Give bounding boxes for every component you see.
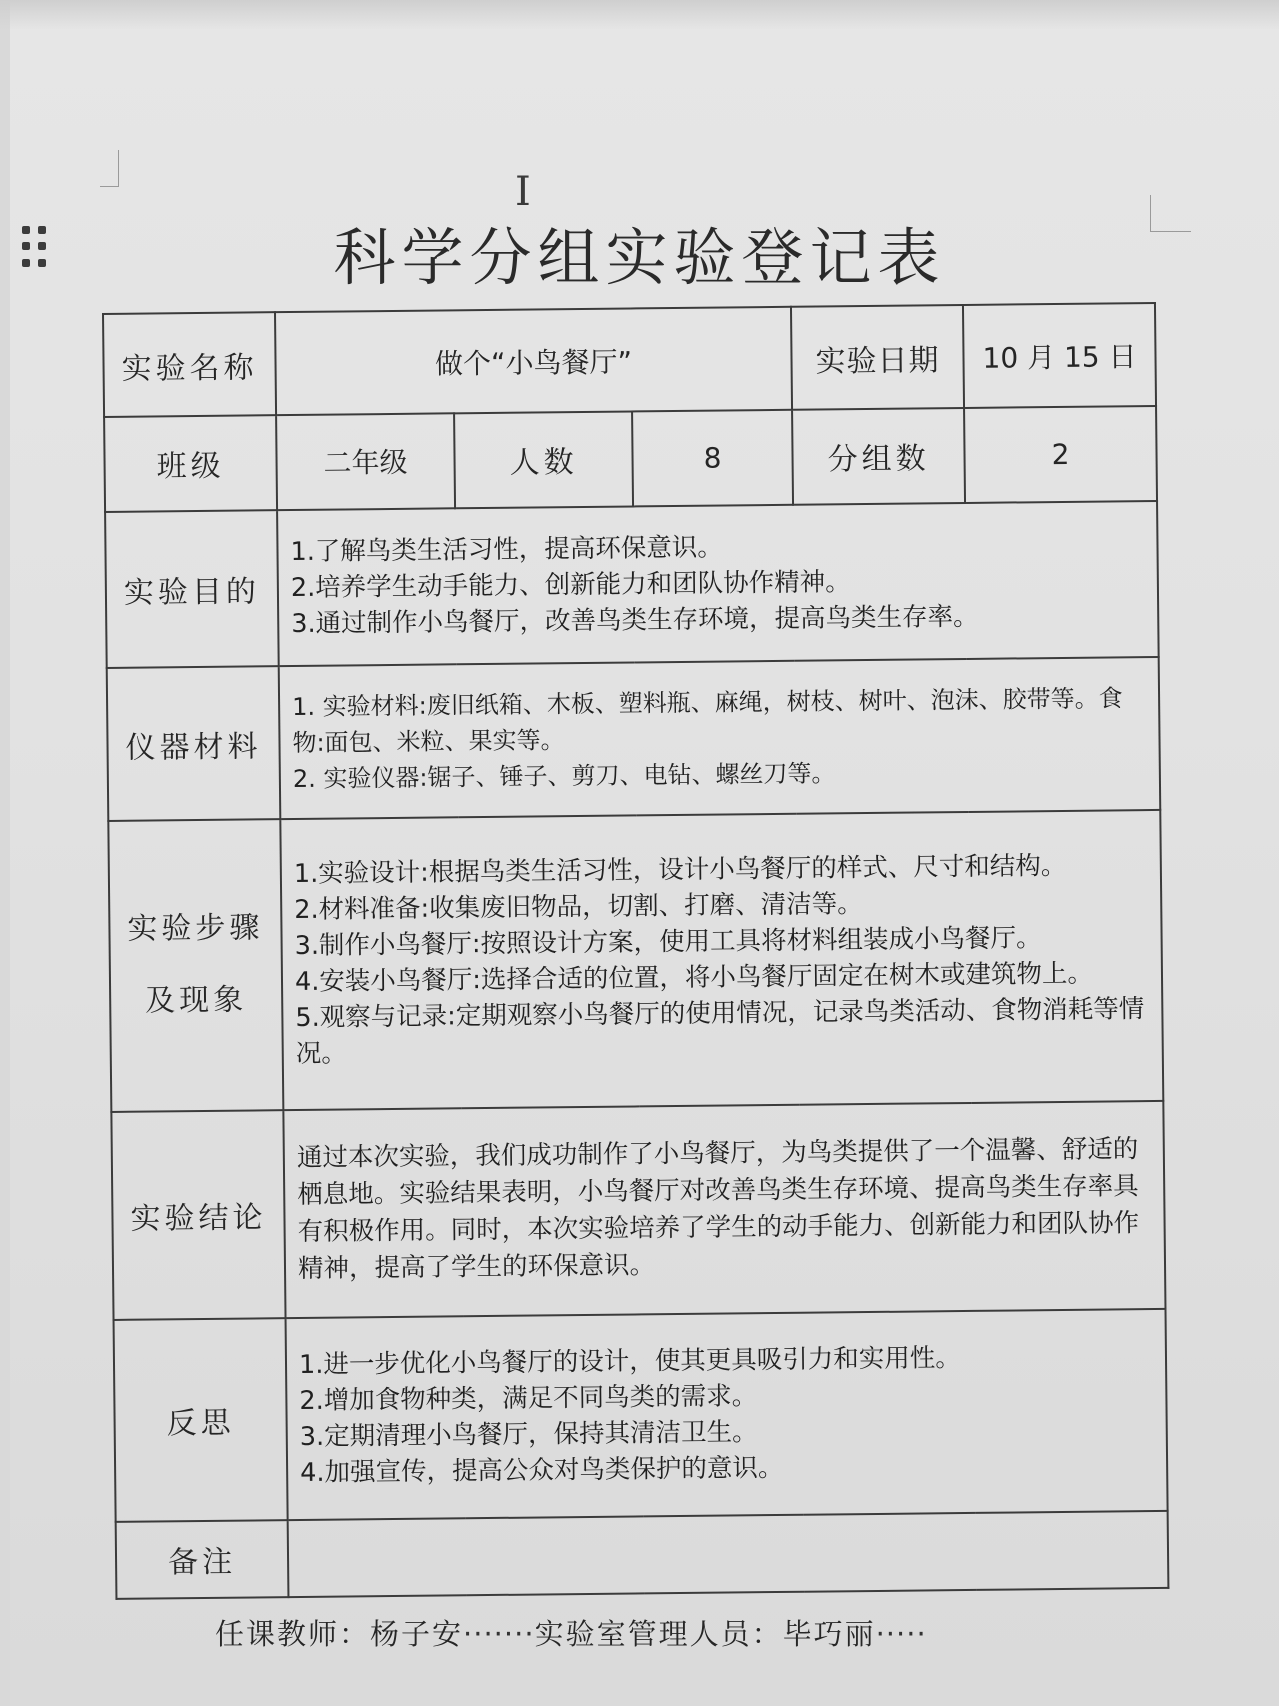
teacher-label: 任课教师： — [215, 1617, 371, 1651]
experiment-date-value[interactable]: 10 月 15 日 — [963, 303, 1156, 408]
page-corner-mark-left — [100, 150, 119, 187]
purpose-line: 3.通过制作小鸟餐厅，改善鸟类生存环境，提高鸟类生存率。 — [291, 601, 979, 640]
table-row — [111, 1100, 1165, 1319]
class-label: 班级 — [104, 415, 277, 512]
leader-dots: ······· — [463, 1617, 535, 1651]
reflection-line: 3.定期清理小鸟餐厅，保持其清洁卫生。 — [299, 1416, 758, 1452]
table-row — [107, 657, 1161, 821]
student-count-label: 人数 — [454, 412, 633, 509]
notes-label: 备注 — [116, 1520, 289, 1599]
reflection-line: 1.进一步优化小鸟餐厅的设计，使其更具吸引力和实用性。 — [298, 1342, 961, 1380]
student-count-value[interactable]: 8 — [632, 410, 793, 506]
materials-line: 1. 实验材料:废旧纸箱、木板、塑料瓶、麻绳，树枝、树叶、泡沫、胶带等。食物:面包、米粒、果实等。 — [291, 684, 1123, 757]
table-row — [116, 1511, 1169, 1599]
teacher-name[interactable]: 杨子安 — [370, 1617, 464, 1651]
experiment-name-label: 实验名称 — [103, 312, 276, 417]
conclusion-content[interactable]: 通过本次实验，我们成功制作了小鸟餐厅，为鸟类提供了一个温馨、舒适的栖息地。实验结果表明，小鸟餐厅对改善鸟类生存环境、提高鸟类生存率具有积极作用。同时，本次实验培养了学生的动手能力、创新能力和团队协作精神，提高了学生的环保意识。 — [283, 1100, 1165, 1317]
group-count-value[interactable]: 2 — [964, 406, 1157, 503]
materials-line: 2. 实验仪器:锯子、锤子、剪刀、电钻、螺丝刀等。 — [292, 759, 836, 793]
class-value[interactable]: 二年级 — [276, 413, 455, 510]
reflection-label: 反思 — [114, 1318, 288, 1522]
steps-content[interactable] — [280, 810, 1163, 1110]
text-cursor-icon: I — [515, 169, 531, 215]
experiment-name-value[interactable]: 做个“小鸟餐厅” — [275, 307, 792, 415]
steps-label — [108, 819, 283, 1111]
materials-label: 仪器材料 — [107, 667, 281, 821]
steps-line: 3.制作小鸟餐厅:按照设计方案，使用工具将材料组装成小鸟餐厅。 — [294, 923, 1042, 962]
purpose-label: 实验目的 — [105, 510, 279, 668]
steps-label-line: 实验步骤 — [127, 910, 264, 948]
experiment-date-label: 实验日期 — [791, 305, 964, 410]
purpose-content[interactable] — [277, 501, 1159, 667]
steps-line: 5.观察与记录:定期观察小鸟餐厅的使用情况，记录鸟类活动、食物消耗等情况。 — [295, 994, 1145, 1070]
steps-line: 4.安装小鸟餐厅:选择合适的位置，将小鸟餐厅固定在树木或建筑物上。 — [294, 958, 1094, 998]
lab-manager-label: 实验室管理人员： — [534, 1617, 783, 1651]
page-top-shadow — [0, 0, 1279, 30]
steps-line: 2.材料准备:收集废旧物品，切割、打磨、清洁等。 — [294, 889, 863, 926]
table-row — [114, 1309, 1168, 1522]
experiment-register-table — [102, 302, 1169, 1600]
purpose-line: 1.了解鸟类生活习性，提高环保意识。 — [290, 532, 723, 568]
page-title: 科学分组实验登记表 — [333, 221, 946, 294]
conclusion-label: 实验结论 — [111, 1110, 285, 1320]
notes-content[interactable] — [288, 1511, 1169, 1598]
steps-line: 1.实验设计:根据鸟类生活习性，设计小鸟餐厅的样式、尺寸和结构。 — [293, 851, 1067, 890]
signature-footer — [215, 1612, 927, 1653]
steps-label-line: 及现象 — [145, 982, 248, 1019]
purpose-line: 2.培养学生动手能力、创新能力和团队协作精神。 — [290, 567, 851, 604]
leader-dots: ····· — [875, 1617, 927, 1651]
reflection-line: 2.增加食物种类，满足不同鸟类的需求。 — [299, 1380, 758, 1416]
reflection-line: 4.加强宣传，提高公众对鸟类保护的意识。 — [299, 1452, 784, 1488]
materials-content[interactable] — [279, 657, 1161, 819]
reflection-content[interactable] — [286, 1309, 1168, 1520]
lab-manager-name[interactable]: 毕巧丽 — [782, 1617, 876, 1651]
group-count-label: 分组数 — [792, 408, 965, 505]
table-row — [105, 501, 1159, 669]
table-row — [108, 810, 1163, 1112]
table-row — [103, 303, 1156, 417]
table-row — [104, 406, 1157, 512]
